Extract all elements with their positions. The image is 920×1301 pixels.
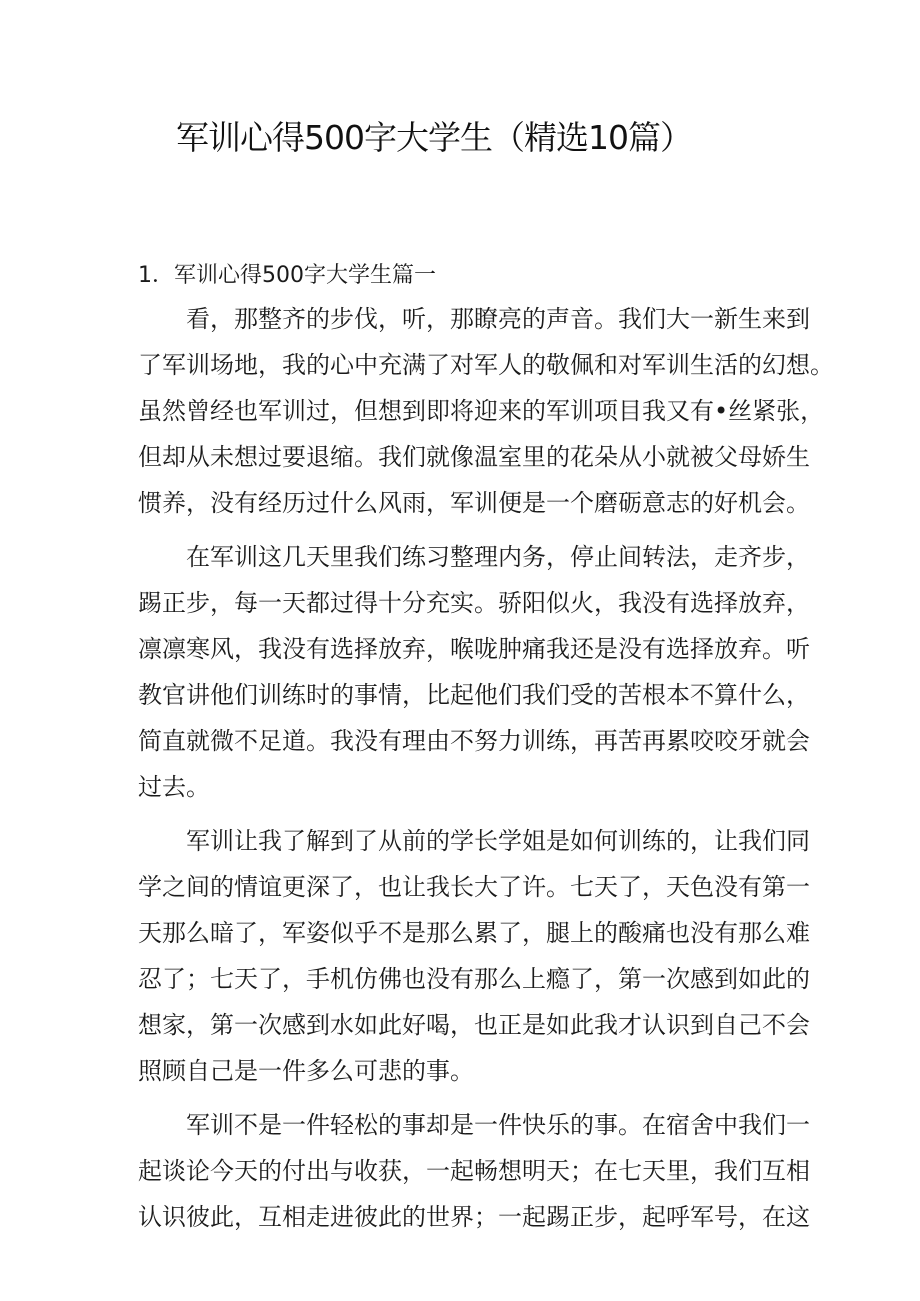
paragraph-1: [138, 296, 834, 526]
text-line: 起谈论今天的付出与收获，一起畅想明天；在七天里，我们互相: [138, 1157, 810, 1185]
paragraph-2: [138, 534, 810, 810]
text-line: 天那么暗了，军姿似乎不是那么累了，腿上的酸痛也没有那么难: [138, 919, 810, 947]
text-line: 学之间的情谊更深了，也让我长大了许。七天了，天色没有第一: [138, 873, 810, 901]
paragraph-gap: [138, 810, 788, 818]
paragraph-gap: [138, 1094, 788, 1102]
paragraph-gap: [138, 526, 788, 534]
text-line: 但却从未想过要退缩。我们就像温室里的花朵从小就被父母娇生: [138, 443, 810, 471]
text-line: 过去。: [138, 773, 210, 801]
text-line: 忍了；七天了，手机仿佛也没有那么上瘾了，第一次感到如此的: [138, 965, 810, 993]
text-line: 在军训这几天里我们练习整理内务，停止间转法，走齐步，: [186, 543, 810, 571]
text-line: 军训不是一件轻松的事却是一件快乐的事。在宿舍中我们一: [186, 1111, 810, 1139]
text-line: 照顾自己是一件多么可悲的事。: [138, 1057, 474, 1085]
paragraph-4: [138, 1102, 810, 1240]
text-line: 凛凛寒风，我没有选择放弃，喉咙肿痛我还是没有选择放弃。听: [138, 635, 810, 663]
text-line: 踢正步，每一天都过得十分充实。骄阳似火，我没有选择放弃，: [138, 589, 810, 617]
text-line: 教官讲他们训练时的事情，比起他们我们受的苦根本不算什么，: [138, 681, 810, 709]
text-line: 想家，第一次感到水如此好喝，也正是如此我才认识到自己不会: [138, 1011, 810, 1039]
paragraph-3: [138, 818, 810, 1094]
article-body: [138, 296, 834, 1240]
text-line: 看，那整齐的步伐，听，那瞭亮的声音。我们大一新生来到: [186, 305, 810, 333]
text-line: 军训让我了解到了从前的学长学姐是如何训练的，让我们同: [186, 827, 810, 855]
text-line: 认识彼此，互相走进彼此的世界；一起踢正步，起呼军号，在这: [138, 1203, 810, 1231]
text-line: 虽然曾经也军训过，但想到即将迎来的军训项目我又有•丝紧张，: [138, 397, 825, 425]
text-line: 简直就微不足道。我没有理由不努力训练，再苦再累咬咬牙就会: [138, 727, 810, 755]
text-line: 了军训场地，我的心中充满了对军人的敬佩和对军训生活的幻想。: [138, 351, 834, 379]
text-line: 惯养，没有经历过什么风雨，军训便是一个磨砺意志的好机会。: [138, 489, 810, 517]
document-title: 军训心得500字大学生（精选10篇）: [176, 118, 692, 157]
section-heading: 1．军训心得500字大学生篇一: [138, 263, 436, 288]
